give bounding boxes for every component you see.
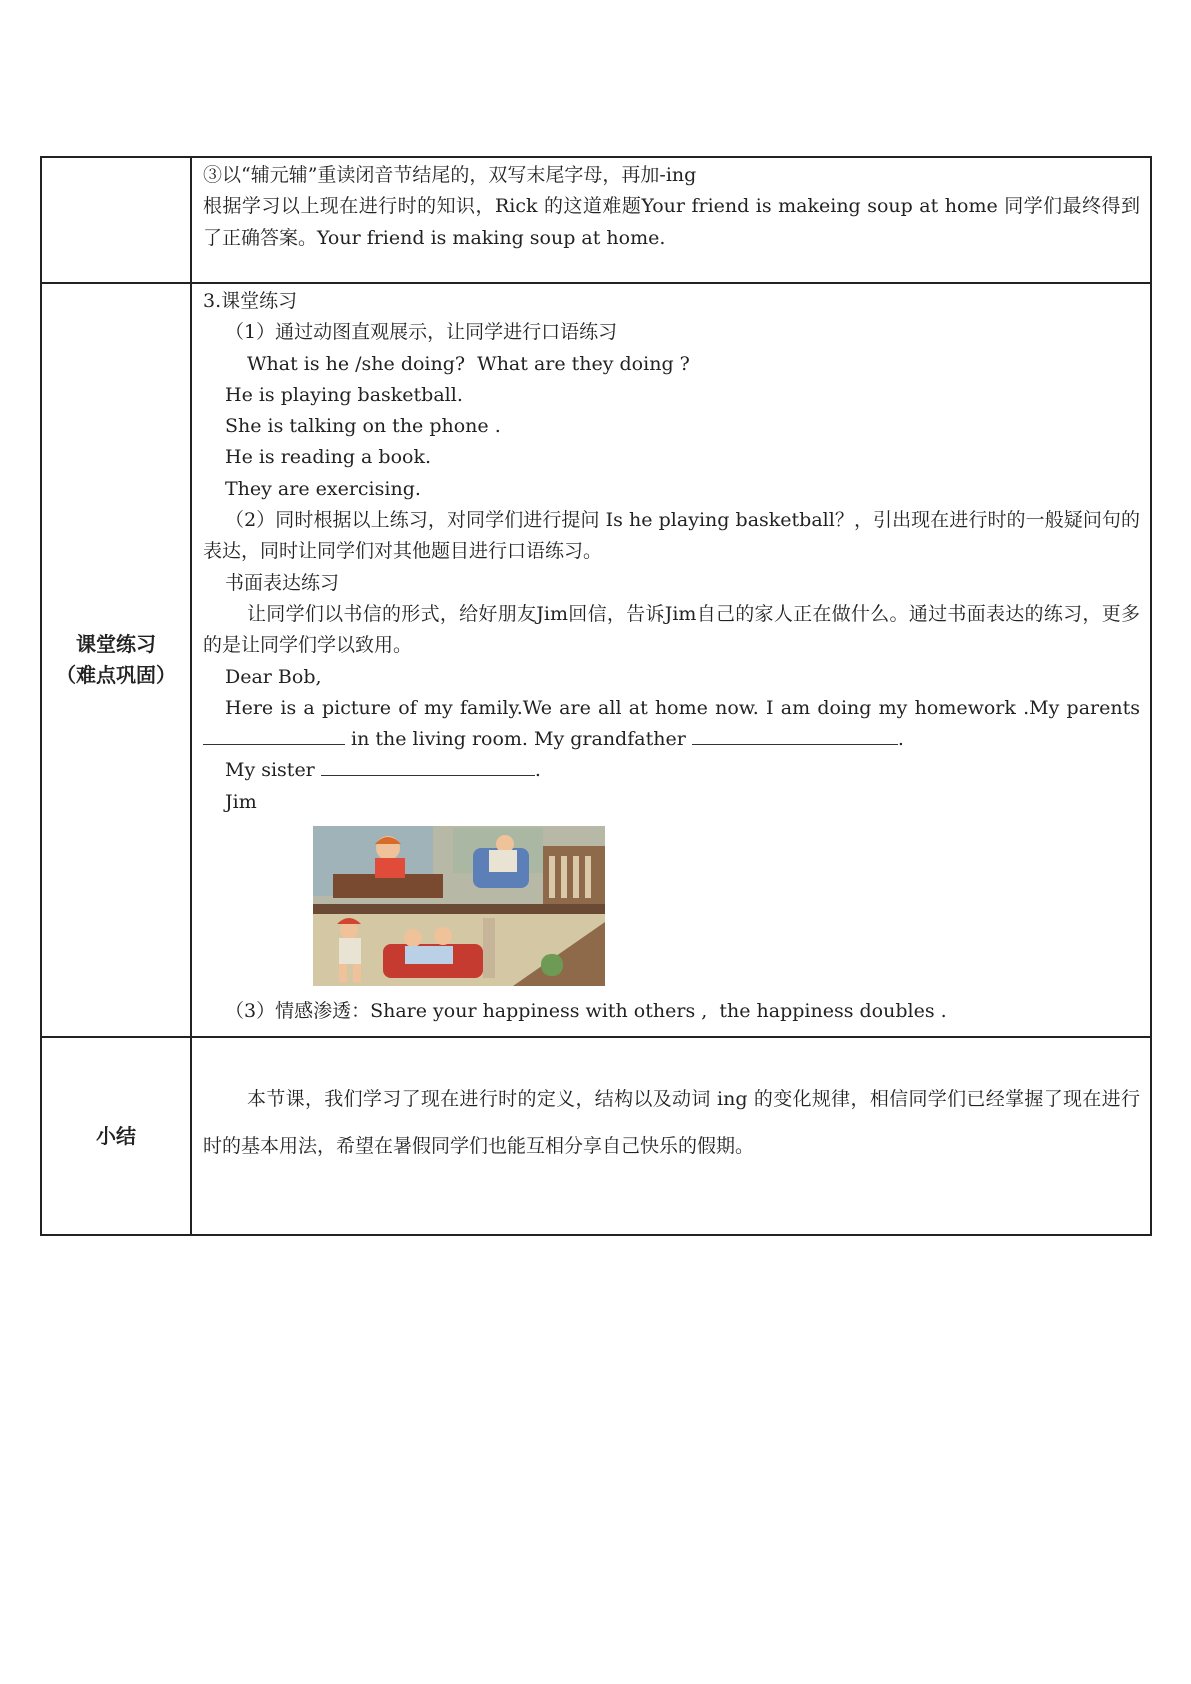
practice-cell: [191, 283, 1151, 1037]
blank-parents[interactable]: [203, 724, 345, 745]
letter-sister-line: [203, 755, 1140, 786]
letter-sister-end: .: [534, 759, 541, 782]
answer-1: He is playing basketball.: [225, 383, 463, 406]
letter-sister-start: My sister: [225, 759, 315, 782]
table-row-ing-rule: [41, 157, 1151, 283]
row-label-empty: [41, 157, 191, 283]
answer-3: He is reading a book.: [225, 446, 432, 469]
rick-answer-text: 根据学习以上现在进行时的知识，Rick 的这道难题Your friend is makeing soup at home 同学们最终得到了正确答案。Your friend is making soup at home.: [203, 195, 1140, 249]
rule-line-3: ③以“辅元辅”重读闭音节结尾的，双写末尾字母，再加-ing: [203, 164, 697, 186]
lesson-plan-table: [40, 156, 1152, 1236]
blank-sister[interactable]: [321, 755, 535, 776]
rule-cell: [191, 157, 1151, 283]
letter-body-start: Here is a picture of my family.We are all at home now. I am doing my homework .My parents: [225, 696, 1140, 719]
letter-body: [203, 693, 1140, 756]
row-label-practice: [41, 283, 191, 1037]
letter-body-mid: in the living room. My grandfather: [351, 728, 686, 751]
letter-greeting: Dear Bob,: [225, 665, 322, 688]
row-label-summary: 小结: [41, 1037, 191, 1235]
table-row-practice: [41, 283, 1151, 1037]
step1-text: （1）通过动图直观展示，让同学进行口语练习: [225, 321, 618, 344]
summary-cell: [191, 1037, 1151, 1235]
label-practice-line1: 课堂练习: [76, 632, 156, 656]
step2-text: （2）同时根据以上练习，对同学们进行提问 Is he playing basketball？，引出现在进行时的一般疑问句的表达，同时让同学们对其他题目进行口语练习。: [203, 509, 1140, 563]
family-picture-illustration: [313, 826, 605, 986]
summary-text: 本节课，我们学习了现在进行时的定义，结构以及动词 ing 的变化规律，相信同学们已经掌握了现在进行时的基本用法，希望在暑假同学们也能互相分享自己快乐的假期。: [203, 1088, 1140, 1157]
writing-title: 书面表达练习: [225, 571, 340, 594]
answer-4: They are exercising.: [225, 477, 421, 500]
practice-heading: 3.课堂练习: [203, 290, 298, 312]
answer-2: She is talking on the phone .: [225, 415, 501, 438]
step3-text: （3）情感渗透：Share your happiness with others , the happiness doubles .: [225, 1000, 947, 1023]
table-row-summary: [41, 1037, 1151, 1235]
questions-text: What is he /she doing? What are they doing ?: [247, 352, 690, 375]
writing-description: 让同学们以书信的形式，给好朋友Jim回信，告诉Jim自己的家人正在做什么。通过书面表达的练习，更多的是让同学们学以致用。: [203, 602, 1140, 657]
blank-grandfather[interactable]: [692, 724, 898, 745]
letter-signature: Jim: [225, 790, 257, 813]
label-practice-line2: （难点巩固）: [56, 663, 176, 687]
letter-body-end: .: [897, 728, 904, 751]
